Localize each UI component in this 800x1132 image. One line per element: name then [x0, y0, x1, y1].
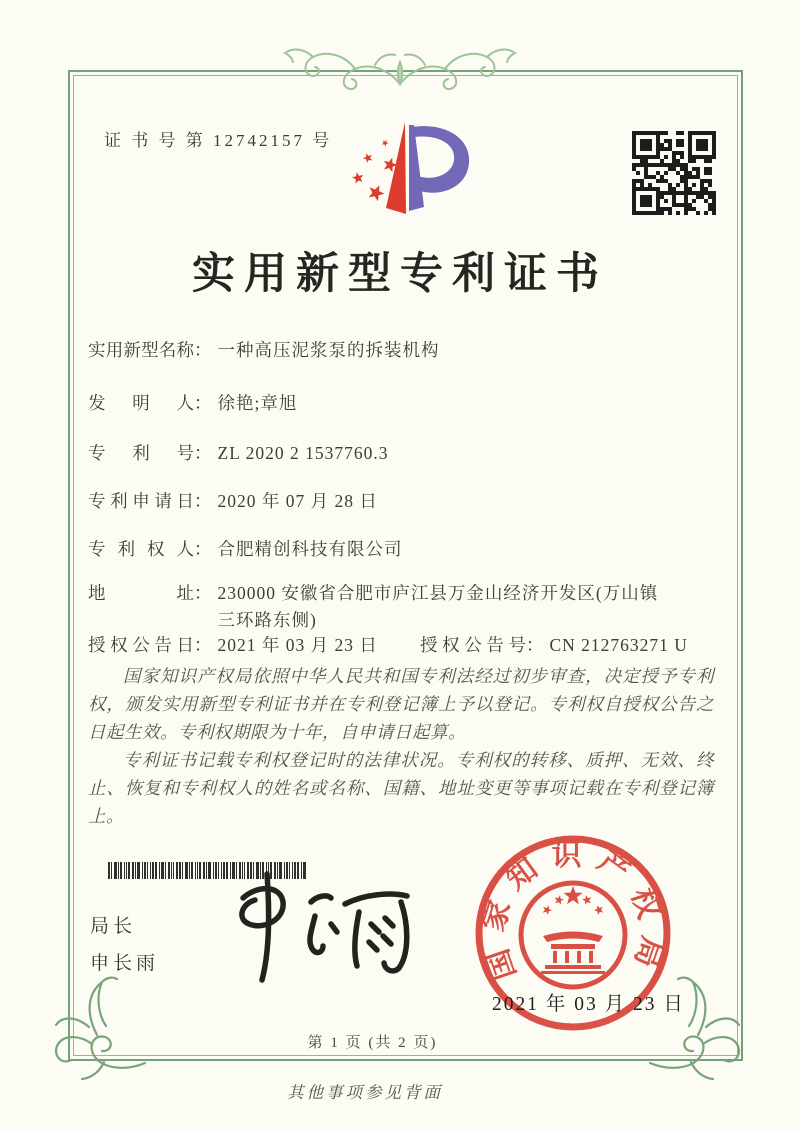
field-colon: ：: [194, 393, 212, 413]
signature-handwriting: [215, 868, 415, 988]
field-row-inventor: [88, 390, 728, 417]
field-colon: ：: [194, 443, 212, 463]
signer-title: 局长: [90, 916, 137, 937]
field-label: 授权公告号: [420, 635, 526, 655]
seal-text: 国家知识产权局: [476, 838, 670, 984]
field-colon: ：: [526, 635, 544, 655]
seal-date: 2021 年 03 月 23 日: [492, 994, 685, 1015]
top-flourish-ornament: [275, 46, 525, 92]
field-label: 授权公告日: [88, 635, 194, 655]
cnipa-logo-icon: [328, 105, 478, 240]
seal-emblem-gate: [541, 932, 605, 975]
field-value: 230000 安徽省合肥市庐江县万金山经济开发区(万山镇三环路东侧): [217, 583, 659, 630]
bottom-left-flourish-ornament: [42, 972, 147, 1084]
field-colon: ：: [194, 635, 212, 655]
seal-emblem-stars: [543, 886, 604, 915]
field-label: 地址: [88, 583, 194, 603]
field-value: 徐艳;章旭: [217, 393, 298, 413]
field-label: 发明人: [88, 393, 194, 413]
field-row-grant: [88, 632, 728, 659]
field-colon: ：: [194, 539, 212, 559]
qr-code-icon: [632, 131, 720, 219]
field-value: 2021 年 03 月 23 日: [217, 635, 378, 655]
field-row-name: [88, 337, 728, 364]
field-value: CN 212763271 U: [549, 635, 688, 655]
field-row-address: [88, 580, 728, 634]
legal-text: [88, 662, 714, 830]
field-value: 合肥精创科技有限公司: [217, 539, 403, 559]
field-label: 专利权人: [88, 539, 194, 559]
field-label: 实用新型名称: [88, 340, 194, 360]
field-row-patent-no: [88, 440, 728, 467]
page-number: 第 1 页 (共 2 页): [307, 1035, 438, 1051]
field-value: 一种高压泥浆泵的拆装机构: [217, 340, 440, 360]
certificate-number: 证 书 号 第 12742157 号: [104, 131, 333, 150]
field-row-patentee: [88, 536, 728, 563]
field-colon: ：: [194, 340, 212, 360]
footer-note: 其他事项参见背面: [287, 1083, 443, 1102]
field-colon: ：: [194, 583, 212, 603]
grant-number-group: [420, 632, 688, 659]
certificate-title: 实用新型专利证书: [192, 251, 608, 298]
field-label: 专利申请日: [88, 491, 194, 511]
signer-name: 申长雨: [90, 953, 160, 974]
field-label: 专利号: [88, 443, 194, 463]
field-value: 2020 年 07 月 28 日: [217, 491, 378, 511]
legal-paragraph: 国家知识产权局依照中华人民共和国专利法经过初步审查，决定授予专利权，颁发实用新型专利证书并在专利登记簿上予以登记。专利权自授权公告之日起生效。专利权期限为十年，自申请日起算。: [88, 666, 714, 742]
svg-text:国家知识产权局: [477, 839, 669, 984]
field-row-filing-date: [88, 488, 728, 515]
legal-paragraph: 专利证书记载专利权登记时的法律状况。专利权的转移、质押、无效、终止、恢复和专利权人的姓名或名称、国籍、地址变更等事项记载在专利登记簿上。: [88, 750, 714, 826]
field-value: ZL 2020 2 1537760.3: [217, 443, 389, 463]
field-colon: ：: [194, 491, 212, 511]
